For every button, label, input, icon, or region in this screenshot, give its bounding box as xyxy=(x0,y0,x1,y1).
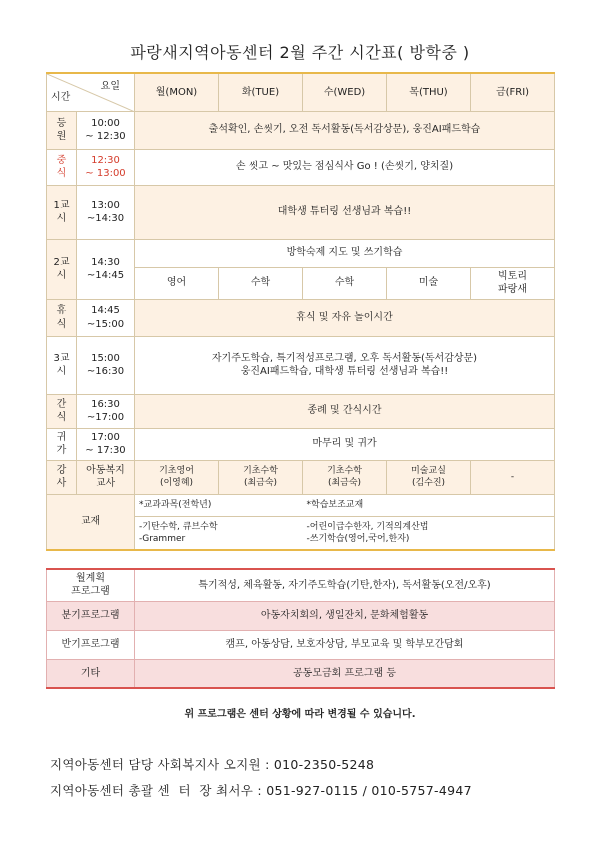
program-content: 아동자치회의, 생일잔치, 문화체험활동 xyxy=(135,601,555,630)
program-content: 특기적성, 체육활동, 자기주도학습(기탄,한자), 독서활동(오전/오후) xyxy=(135,569,555,601)
teacher-cell: 기초영어 (이영혜) xyxy=(135,460,219,494)
notice-text: 위 프로그램은 센터 상황에 따라 변경될 수 있습니다. xyxy=(184,709,416,720)
row-time: 14:30 ~14:45 xyxy=(77,239,135,299)
day-fri: 금(FRI) xyxy=(471,73,555,111)
subject-cell: 미술 xyxy=(387,267,471,299)
row-time: 아동복지 교사 xyxy=(77,460,135,494)
day-thu: 목(THU) xyxy=(387,73,471,111)
row-textbook-head xyxy=(47,494,555,516)
row-time: 16:30 ~17:00 xyxy=(77,394,135,428)
row-label: 1교 시 xyxy=(47,185,77,239)
row-content: 자기주도학습, 특기적성프로그램, 오후 독서활동(독서감상문) 웅진AI패드학습, 대학생 튜터링 선생님과 복습!! xyxy=(135,336,555,394)
day-mon: 월(MON) xyxy=(135,73,219,111)
contact-director: 지역아동센터 총괄 센 터 장 최서우 : 051-927-0115 / 010-5757-4947 xyxy=(50,783,472,798)
row-teachers xyxy=(47,460,555,494)
header-yoil: 요일 xyxy=(100,81,120,92)
day-wed: 수(WED) xyxy=(303,73,387,111)
row-lunch xyxy=(47,149,555,185)
program-row xyxy=(47,659,555,688)
program-label: 기타 xyxy=(47,659,135,688)
row-label: 강 사 xyxy=(47,460,77,494)
row-time: 12:30 ~ 13:00 xyxy=(77,149,135,185)
row-label: 2교 시 xyxy=(47,239,77,299)
subject-cell: 수학 xyxy=(219,267,303,299)
schedule-table xyxy=(46,72,555,551)
program-row xyxy=(47,569,555,601)
program-label: 분기프로그램 xyxy=(47,601,135,630)
textbook-left-items: -기탄수학, 큐브수학 -Grammer xyxy=(135,516,303,550)
row-label: 휴 식 xyxy=(47,299,77,336)
row-content: 마무리 및 귀가 xyxy=(135,428,555,460)
subject-cell: 빅토리 파랑새 xyxy=(471,267,555,299)
day-tue: 화(TUE) xyxy=(219,73,303,111)
program-row xyxy=(47,630,555,659)
teacher-cell: 미술교실 (김수진) xyxy=(387,460,471,494)
textbook-label: 교재 xyxy=(47,494,135,550)
row-content: 출석확인, 손씻기, 오전 독서활동(독서감상문), 웅진AI패드학습 xyxy=(135,111,555,149)
row-label: 중 식 xyxy=(47,149,77,185)
row-time: 10:00 ~ 12:30 xyxy=(77,111,135,149)
row-content: 휴식 및 자유 놀이시간 xyxy=(135,299,555,336)
textbook-right-head: *학습보조교재 xyxy=(303,494,555,516)
row-time: 17:00 ~ 17:30 xyxy=(77,428,135,460)
row-content: 대학생 튜터링 선생님과 복습!! xyxy=(135,185,555,239)
page-title: 파랑새지역아동센터 2월 주간 시간표( 방학중 ) xyxy=(130,43,470,62)
program-label: 월계획 프로그램 xyxy=(47,569,135,601)
row-label: 귀 가 xyxy=(47,428,77,460)
row-return-home xyxy=(47,428,555,460)
row-label: 간 식 xyxy=(47,394,77,428)
header-sigan: 시간 xyxy=(51,92,71,103)
teacher-cell: 기초수학 (최금숙) xyxy=(219,460,303,494)
program-content: 공동모금회 프로그램 등 xyxy=(135,659,555,688)
program-row xyxy=(47,601,555,630)
row-arrival xyxy=(47,111,555,149)
header-corner xyxy=(47,73,135,111)
row-period-1 xyxy=(47,185,555,239)
row-period-3 xyxy=(47,336,555,394)
subject-cell: 수학 xyxy=(303,267,387,299)
row-period-2 xyxy=(47,239,555,267)
row-label: 3교 시 xyxy=(47,336,77,394)
row-time: 14:45 ~15:00 xyxy=(77,299,135,336)
row-content: 방학숙제 지도 및 쓰기학습 xyxy=(135,239,555,267)
subject-cell: 영어 xyxy=(135,267,219,299)
row-label: 등 원 xyxy=(47,111,77,149)
row-snack xyxy=(47,394,555,428)
header-row xyxy=(47,73,555,111)
row-time: 15:00 ~16:30 xyxy=(77,336,135,394)
program-content: 캠프, 아동상담, 보호자상담, 부모교육 및 학부모간담회 xyxy=(135,630,555,659)
row-break xyxy=(47,299,555,336)
teacher-cell: - xyxy=(471,460,555,494)
contact-social-worker: 지역아동센터 담당 사회복지사 오지원 : 010-2350-5248 xyxy=(50,757,375,772)
teacher-cell: 기초수학 (최금숙) xyxy=(303,460,387,494)
row-content: 종례 및 간식시간 xyxy=(135,394,555,428)
row-content: 손 씻고 ~ 맛있는 점심식사 Go ! (손씻기, 양치질) xyxy=(135,149,555,185)
textbook-left-head: *교과과목(전학년) xyxy=(135,494,303,516)
program-table xyxy=(46,568,555,689)
program-label: 반기프로그램 xyxy=(47,630,135,659)
textbook-right-items: -어린이급수한자, 기적의계산법 -쓰기학습(영어,국어,한자) xyxy=(303,516,555,550)
row-time: 13:00 ~14:30 xyxy=(77,185,135,239)
